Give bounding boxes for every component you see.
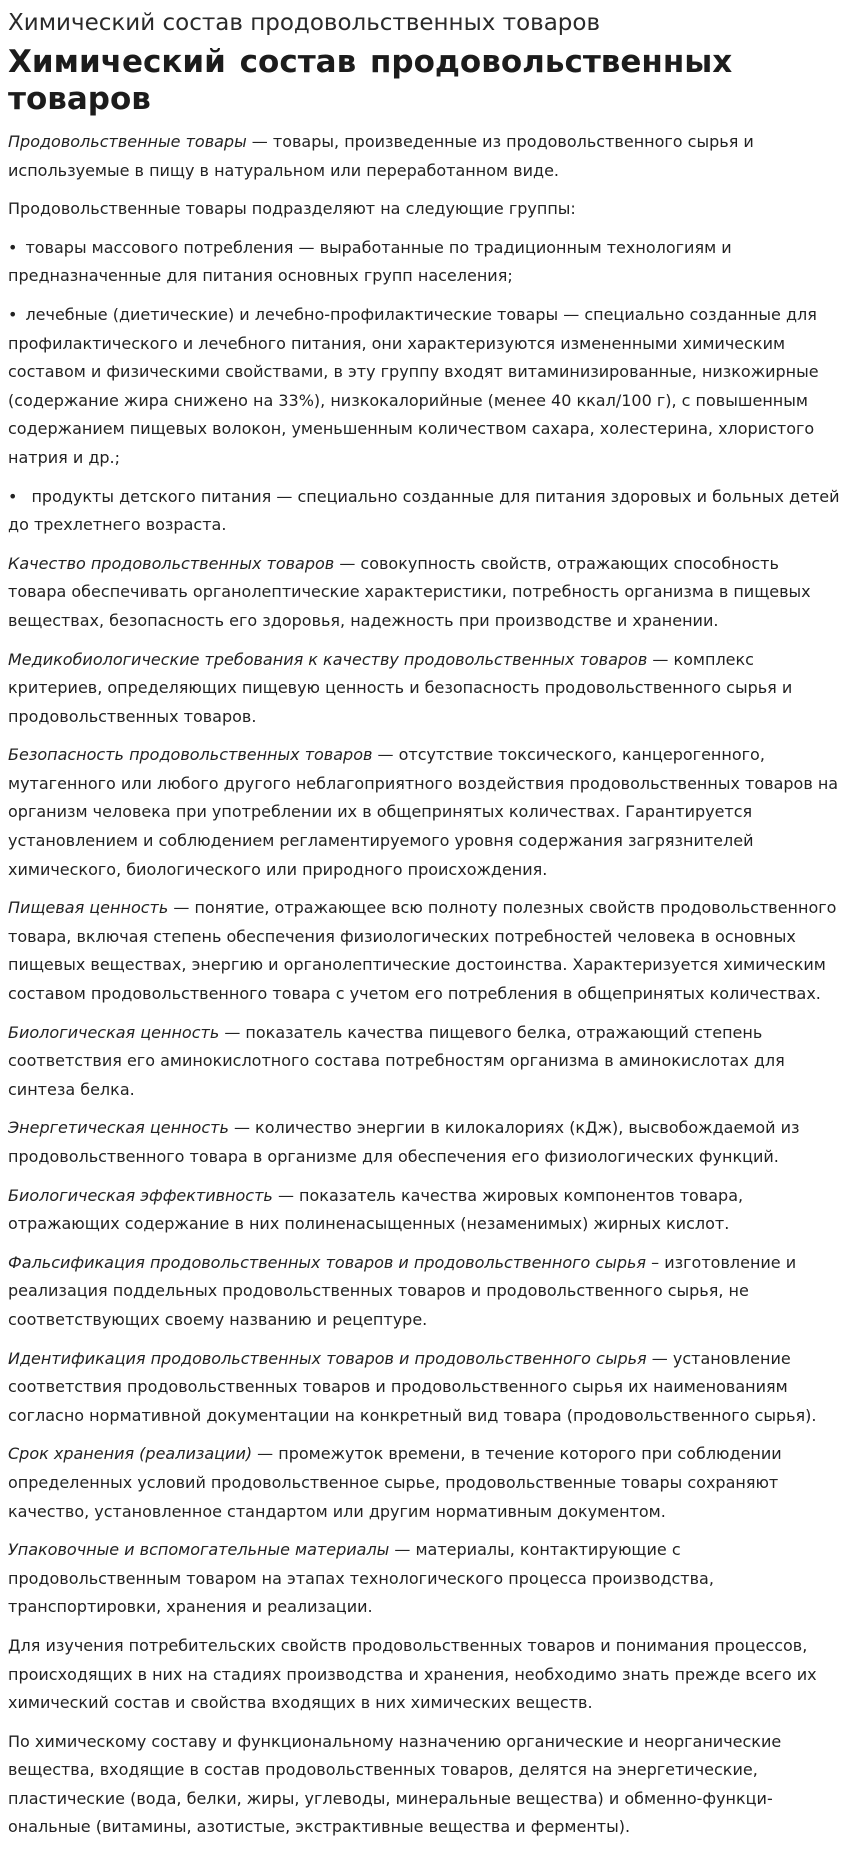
paragraph-text: — понятие, отражающее всю полноту полезных свойств продовольственного товара, включая степень обеспечения физиологических потребностей человека в основных пищевых веществах, энергию и органолептические достоинства. Характеризуется химическим составом продовольственного товара с учетом его потребления в общепринятых количествах. [8,898,837,1004]
document-heading: Химический состав продовольственных товаров [8,44,733,117]
bullet-item [8,301,840,473]
paragraph-text: — показатель качества пищевого белка, отражающий степень соответствия его аминокислотного состава потребностям организма в аминокислотах для синтеза белка. [8,1022,785,1099]
bullet-marker: • [8,304,18,324]
paragraph [8,128,840,185]
paragraph-text: — промежуток времени, в течение которого при соблюдении определенных условий продовольственное сырье, продовольственные товары сохраняют качество, установленное стандартом или другим нормативным документом. [8,1444,782,1521]
term: Качество продовольственных товаров [8,553,335,573]
term: Энергетическая ценность [8,1118,229,1138]
paragraph-text: — отсутствие токсического, канцерогенного, мутагенного или любого другого неблагоприятного воздействия продовольственных товаров на организм человека при употреблении их в общепринятых количествах. Гарантируется установлением и соблюдением регламентируемого уровня содержания загрязнителей химического, биологического или природного происхождения. [8,745,839,879]
term: Пищевая ценность [8,898,169,918]
paragraph-text: По химическому составу и функциональному назначению органические и неорганические вещества, входящие в состав продовольственных товаров, делятся на энергетические, пластические (вода, белки, жиры, углеводы, минеральные вещества) и обменно-функци-ональные (витамины, азотистые, экстрактивные вещества и ферменты). [8,1731,782,1837]
paragraph-text: — совокупность свойств, отражающих способность товара обеспечивать органолептические характеристики, потребность организма в пищевых веществах, безопасность его здоровья, надежность при производстве и хранении. [8,553,811,630]
paragraph-text: — комплекс критериев, определяющих пищевую ценность и безопасность продовольственного сырья и продовольственных товаров. [8,649,793,726]
term: Биологическая эффективность [8,1185,273,1205]
term: Идентификация продовольственных товаров и продовольственного сырья [8,1348,647,1368]
paragraph [8,1728,840,1842]
term: Биологическая ценность [8,1022,220,1042]
term: Срок хранения (реализации) [8,1444,253,1464]
paragraph [8,1019,840,1105]
paragraph-text: Продовольственные товары подразделяют на следующие группы: [8,199,576,219]
paragraph [8,550,840,636]
paragraph [8,1249,840,1335]
paragraph [8,646,840,732]
document-body [8,128,840,1842]
bullet-marker: • [8,237,18,257]
paragraph-text: – изготовление и реализация поддельных продовольственных товаров и продовольственного сырья, не соответствующих своему названию и рецептуре. [8,1252,797,1329]
paragraph-text: продукты детского питания — специально созданные для питания здоровых и больных детей до трехлетнего возраста. [8,486,840,535]
paragraph-text: — товары, произведенные из продовольственного сырья и используемые в пищу в натуральном или переработанном виде. [8,132,754,180]
paragraph [8,1632,840,1718]
term: Фальсификация продовольственных товаров и продовольственного сырья [8,1252,647,1272]
paragraph [8,1536,840,1622]
paragraph [8,195,840,224]
bullet-item [8,483,840,540]
term: Продовольственные товары [8,132,247,151]
paragraph-text: лечебные (диетические) и лечебно-профилактические товары — специально созданные для профилактического и лечебного питания, они характеризуются измененными химическим составом и физическими свойствами, в эту группу входят витаминизированные, низкожирные (содержание жира снижено на 33%), низкокалорийные (менее 40 ккал/100 г), с повышенным содержанием пищевых волокон, уменьшенным количеством сахара, холестерина, хлористого натрия и др.; [8,304,819,467]
term: Упаковочные и вспомогательные материалы [8,1540,390,1560]
paragraph-text: — количество энергии в килокалориях (кДж), высвобождаемой из продовольственного товара в организме для обеспечения его физиологических функций. [8,1118,800,1166]
paragraph-text: — установление соответствия продовольственных товаров и продовольственного сырья их наименованиям согласно нормативной документации на конкретный вид товара (продовольственного сырья). [8,1348,817,1425]
paragraph [8,741,840,884]
bullet-marker: • [8,486,18,506]
term: Безопасность продовольственных товаров [8,745,373,765]
paragraph-text: Для изучения потребительских свойств продовольственных товаров и понимания процессов, происходящих в них на стадиях производства и хранения, необходимо знать прежде всего их химический состав и свойства входящих в них химических веществ. [8,1635,817,1713]
paragraph-text: — показатель качества жировых компонентов товара, отражающих содержание в них полиненасыщенных (незаменимых) жирных кислот. [8,1185,744,1234]
paragraph-text: — материалы, контактирующие с продовольственным товаром на этапах технологического процесса производства, транспортировки, хранения и реализации. [8,1540,714,1617]
paragraph [8,1440,840,1526]
paragraph [8,894,840,1008]
paragraph-text: товары массового потребления — выработанные по традиционным технологиям и предназначенные для питания основных групп населения; [8,237,732,286]
paragraph [8,1345,840,1431]
term: Медикобиологические требования к качеству продовольственных товаров [8,649,648,669]
document-title: Химический состав продовольственных товаров [8,10,601,36]
paragraph [8,1182,840,1239]
bullet-item [8,234,840,291]
paragraph [8,1114,840,1171]
